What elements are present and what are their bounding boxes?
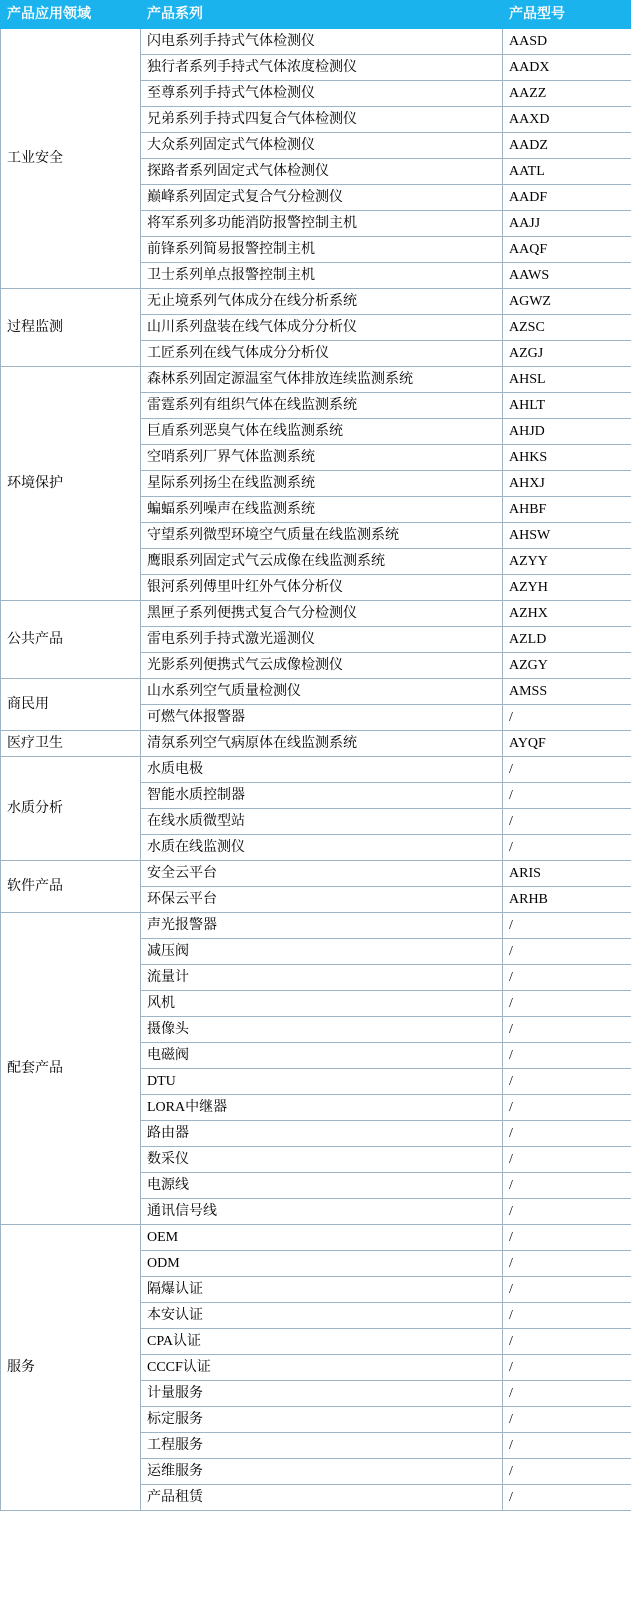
model-cell: / [503, 1095, 631, 1121]
model-cell: / [503, 1069, 631, 1095]
table-row [1, 731, 631, 757]
header-row [1, 1, 631, 29]
series-cell: 风机 [141, 991, 503, 1017]
series-cell: OEM [141, 1225, 503, 1251]
model-cell: AADX [503, 55, 631, 81]
model-cell: AGWZ [503, 289, 631, 315]
series-cell: 在线水质微型站 [141, 809, 503, 835]
model-cell: AZGY [503, 653, 631, 679]
model-cell: AYQF [503, 731, 631, 757]
domain-cell: 过程监测 [1, 289, 141, 367]
series-cell: 清氛系列空气病原体在线监测系统 [141, 731, 503, 757]
table-row [1, 757, 631, 783]
series-cell: 守望系列微型环境空气质量在线监测系统 [141, 523, 503, 549]
model-cell: / [503, 1225, 631, 1251]
domain-cell: 环境保护 [1, 367, 141, 601]
series-cell: 减压阀 [141, 939, 503, 965]
table-body [1, 29, 631, 1511]
series-cell: CCCF认证 [141, 1355, 503, 1381]
series-cell: 电源线 [141, 1173, 503, 1199]
series-cell: 电磁阀 [141, 1043, 503, 1069]
series-cell: 黑匣子系列便携式复合气分检测仪 [141, 601, 503, 627]
model-cell: AHLT [503, 393, 631, 419]
series-cell: 工匠系列在线气体成分分析仪 [141, 341, 503, 367]
model-cell: AZYY [503, 549, 631, 575]
series-cell: 闪电系列手持式气体检测仪 [141, 29, 503, 55]
model-cell: / [503, 991, 631, 1017]
model-cell: AAWS [503, 263, 631, 289]
series-cell: 通讯信号线 [141, 1199, 503, 1225]
series-cell: 隔爆认证 [141, 1277, 503, 1303]
domain-cell: 工业安全 [1, 29, 141, 289]
model-cell: / [503, 1121, 631, 1147]
model-cell: / [503, 1433, 631, 1459]
model-cell: AADZ [503, 133, 631, 159]
model-cell: AZHX [503, 601, 631, 627]
series-cell: 产品租赁 [141, 1485, 503, 1511]
series-cell: 雷电系列手持式激光遥测仪 [141, 627, 503, 653]
model-cell: AHSL [503, 367, 631, 393]
column-header-domain: 产品应用领域 [1, 1, 141, 29]
table-row [1, 861, 631, 887]
model-cell: / [503, 1381, 631, 1407]
table-row [1, 29, 631, 55]
series-cell: 环保云平台 [141, 887, 503, 913]
model-cell: AMSS [503, 679, 631, 705]
model-cell: AHXJ [503, 471, 631, 497]
domain-cell: 服务 [1, 1225, 141, 1511]
series-cell: 星际系列扬尘在线监测系统 [141, 471, 503, 497]
model-cell: / [503, 1277, 631, 1303]
model-cell: AADF [503, 185, 631, 211]
series-cell: 路由器 [141, 1121, 503, 1147]
series-cell: 工程服务 [141, 1433, 503, 1459]
model-cell: AAZZ [503, 81, 631, 107]
series-cell: 运维服务 [141, 1459, 503, 1485]
model-cell: / [503, 965, 631, 991]
model-cell: AHJD [503, 419, 631, 445]
table-row [1, 601, 631, 627]
model-cell: AHSW [503, 523, 631, 549]
model-cell: AZYH [503, 575, 631, 601]
series-cell: 山川系列盘装在线气体成分分析仪 [141, 315, 503, 341]
model-cell: AAJJ [503, 211, 631, 237]
series-cell: 雷霆系列有组织气体在线监测系统 [141, 393, 503, 419]
series-cell: 山水系列空气质量检测仪 [141, 679, 503, 705]
series-cell: 探路者系列固定式气体检测仪 [141, 159, 503, 185]
series-cell: 兄弟系列手持式四复合气体检测仪 [141, 107, 503, 133]
series-cell: 标定服务 [141, 1407, 503, 1433]
model-cell: / [503, 1459, 631, 1485]
series-cell: 蝙蝠系列噪声在线监测系统 [141, 497, 503, 523]
series-cell: 至尊系列手持式气体检测仪 [141, 81, 503, 107]
series-cell: 安全云平台 [141, 861, 503, 887]
series-cell: 巨盾系列恶臭气体在线监测系统 [141, 419, 503, 445]
domain-cell: 商民用 [1, 679, 141, 731]
series-cell: ODM [141, 1251, 503, 1277]
model-cell: / [503, 705, 631, 731]
series-cell: 数采仪 [141, 1147, 503, 1173]
model-cell: / [503, 809, 631, 835]
model-cell: / [503, 1303, 631, 1329]
column-header-model: 产品型号 [503, 1, 631, 29]
model-cell: / [503, 835, 631, 861]
domain-cell: 配套产品 [1, 913, 141, 1225]
series-cell: DTU [141, 1069, 503, 1095]
model-cell: AZLD [503, 627, 631, 653]
series-cell: 将军系列多功能消防报警控制主机 [141, 211, 503, 237]
series-cell: 声光报警器 [141, 913, 503, 939]
table-row [1, 1225, 631, 1251]
series-cell: 可燃气体报警器 [141, 705, 503, 731]
model-cell: AZSC [503, 315, 631, 341]
model-cell: / [503, 1173, 631, 1199]
model-cell: AAXD [503, 107, 631, 133]
model-cell: / [503, 783, 631, 809]
series-cell: 智能水质控制器 [141, 783, 503, 809]
model-cell: ARHB [503, 887, 631, 913]
table-header [1, 1, 631, 29]
table-row [1, 367, 631, 393]
column-header-series: 产品系列 [141, 1, 503, 29]
model-cell: AHKS [503, 445, 631, 471]
series-cell: LORA中继器 [141, 1095, 503, 1121]
model-cell: / [503, 939, 631, 965]
series-cell: 大众系列固定式气体检测仪 [141, 133, 503, 159]
domain-cell: 医疗卫生 [1, 731, 141, 757]
model-cell: / [503, 1355, 631, 1381]
model-cell: ARIS [503, 861, 631, 887]
model-cell: / [503, 1251, 631, 1277]
series-cell: 鹰眼系列固定式气云成像在线监测系统 [141, 549, 503, 575]
model-cell: AAQF [503, 237, 631, 263]
series-cell: CPA认证 [141, 1329, 503, 1355]
model-cell: / [503, 1147, 631, 1173]
model-cell: / [503, 1407, 631, 1433]
series-cell: 无止境系列气体成分在线分析系统 [141, 289, 503, 315]
model-cell: / [503, 913, 631, 939]
table-row [1, 679, 631, 705]
model-cell: AASD [503, 29, 631, 55]
domain-cell: 水质分析 [1, 757, 141, 861]
domain-cell: 公共产品 [1, 601, 141, 679]
series-cell: 水质电极 [141, 757, 503, 783]
series-cell: 前锋系列简易报警控制主机 [141, 237, 503, 263]
series-cell: 森林系列固定源温室气体排放连续监测系统 [141, 367, 503, 393]
series-cell: 摄像头 [141, 1017, 503, 1043]
model-cell: / [503, 757, 631, 783]
model-cell: AHBF [503, 497, 631, 523]
domain-cell: 软件产品 [1, 861, 141, 913]
series-cell: 计量服务 [141, 1381, 503, 1407]
model-cell: / [503, 1043, 631, 1069]
series-cell: 空哨系列厂界气体监测系统 [141, 445, 503, 471]
model-cell: / [503, 1329, 631, 1355]
series-cell: 银河系列傅里叶红外气体分析仪 [141, 575, 503, 601]
series-cell: 本安认证 [141, 1303, 503, 1329]
model-cell: AATL [503, 159, 631, 185]
series-cell: 流量计 [141, 965, 503, 991]
model-cell: AZGJ [503, 341, 631, 367]
series-cell: 巅峰系列固定式复合气分检测仪 [141, 185, 503, 211]
model-cell: / [503, 1485, 631, 1511]
series-cell: 卫士系列单点报警控制主机 [141, 263, 503, 289]
model-cell: / [503, 1199, 631, 1225]
table-row [1, 913, 631, 939]
model-cell: / [503, 1017, 631, 1043]
table-row [1, 289, 631, 315]
series-cell: 光影系列便携式气云成像检测仪 [141, 653, 503, 679]
series-cell: 独行者系列手持式气体浓度检测仪 [141, 55, 503, 81]
series-cell: 水质在线监测仪 [141, 835, 503, 861]
